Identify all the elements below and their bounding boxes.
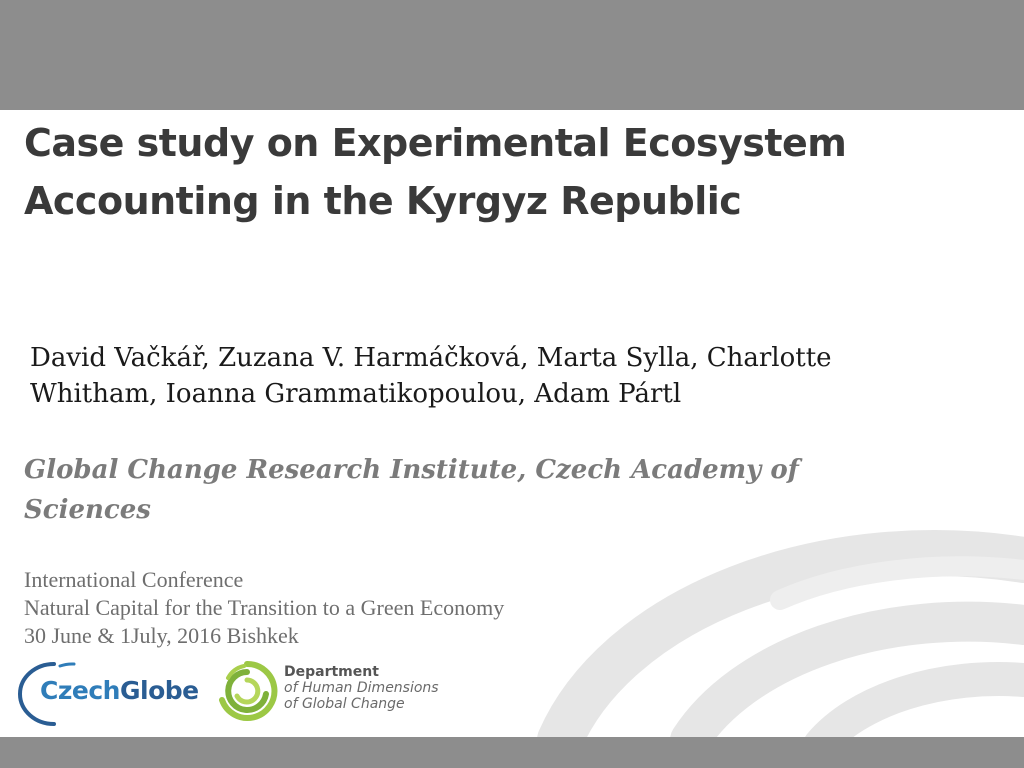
authors-line-1: David Vačkář, Zuzana V. Harmáčková, Marta Sylla, Charlotte [30, 343, 832, 373]
czechglobe-word-czech: Czech [40, 676, 120, 705]
department-line-3: of Global Change [284, 696, 405, 712]
slide-title [24, 114, 924, 230]
authors [30, 340, 930, 412]
department-name [284, 664, 439, 712]
bottom-bar [0, 737, 1024, 768]
czechglobe-logo [14, 656, 204, 728]
institute-line-2: Sciences [24, 495, 151, 525]
title-line-2: Accounting in the Kyrgyz Republic [24, 179, 742, 223]
department-spiral-icon [214, 658, 280, 724]
conference-info [24, 566, 784, 650]
title-line-1: Case study on Experimental Ecosystem [24, 121, 847, 165]
czechglobe-wordmark [40, 676, 199, 705]
conference-theme: Natural Capital for the Transition to a Green Economy [24, 595, 505, 620]
institute [24, 450, 884, 530]
department-line-2: of Human Dimensions [284, 680, 439, 696]
institute-line-1: Global Change Research Institute, Czech Academy of [24, 455, 799, 485]
department-line-1: Department [284, 664, 379, 680]
conference-date-location: 30 June & 1July, 2016 Bishkek [24, 623, 299, 648]
conference-name: International Conference [24, 567, 244, 592]
czechglobe-word-globe: Globe [119, 676, 199, 705]
department-logo [214, 658, 464, 724]
authors-line-2: Whitham, Ioanna Grammatikopoulou, Adam Pártl [30, 379, 682, 409]
